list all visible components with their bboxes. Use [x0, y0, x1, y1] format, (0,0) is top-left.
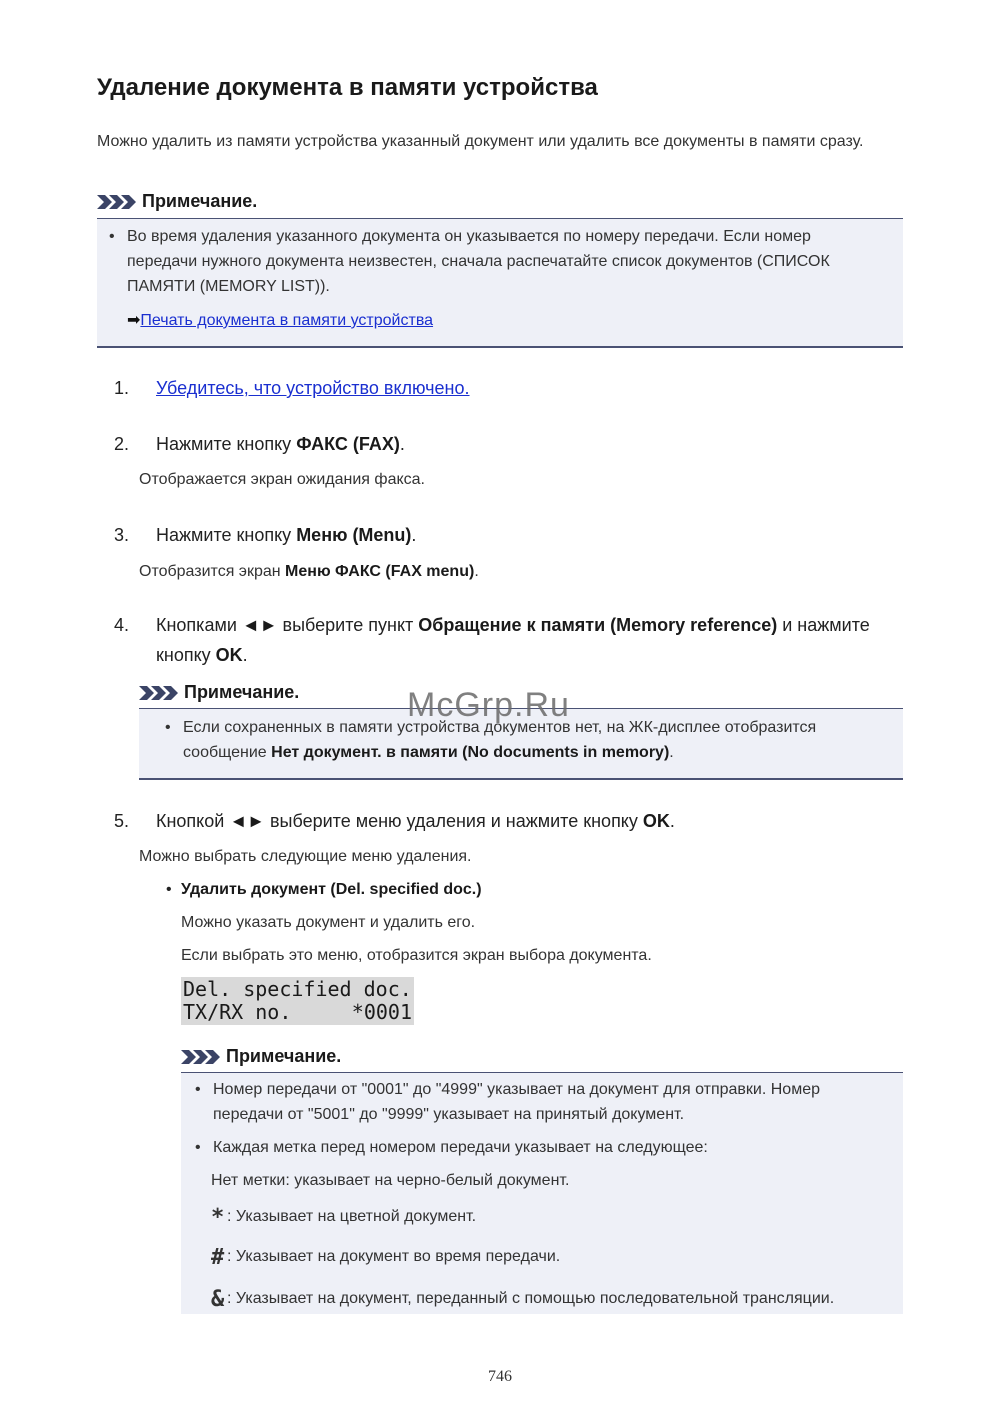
bullet-icon: •	[109, 228, 115, 245]
memory-reference-item: Обращение к памяти (Memory reference)	[418, 615, 778, 635]
fax-menu-screen-name: Меню ФАКС (FAX menu)	[285, 563, 475, 580]
menu-button-name: Меню (Menu)	[296, 525, 412, 545]
lcd-line-1: Del. specified doc.	[183, 977, 412, 1001]
note-2-text-post: .	[669, 744, 674, 761]
note-2-text-pre: Если сохраненных в памяти устройства документов нет, на ЖК-дисплее отобразится сообщение	[183, 719, 817, 761]
left-right-arrow-icon: ◄►	[229, 811, 265, 831]
note-label: Примечание.	[226, 1046, 342, 1066]
lcd-value: *0001	[351, 1000, 412, 1024]
note-heading-1	[97, 191, 257, 212]
option-line-2: Если выбрать это меню, отобразится экран выбора документа.	[181, 947, 652, 964]
note-box-3	[181, 1072, 903, 1314]
page-title: Удаление документа в памяти устройства	[97, 74, 598, 101]
step-text-post: .	[411, 525, 417, 545]
step-text-pre: Кнопками	[156, 615, 242, 635]
step-text-pre: Нажмите кнопку	[156, 434, 297, 454]
no-mark-line: Нет метки: указывает на черно-белый документ.	[211, 1172, 570, 1189]
bullet-icon: •	[166, 881, 172, 898]
mark-sending-text: : Указывает на документ во время передачи.	[227, 1248, 561, 1265]
asterisk-icon: *	[211, 1204, 225, 1230]
ok-button-name: OK	[642, 811, 670, 831]
note-1-text: Во время удаления указанного документа он указывается по номеру передачи. Если номер передачи нужного документа неизвестен, сначала распечатайте список документов (СПИСОК ПАМЯТИ (MEMORY LIST)).	[127, 228, 830, 295]
lcd-screen	[181, 977, 414, 1025]
ensure-power-on-link[interactable]: Убедитесь, что устройство включено.	[156, 378, 470, 398]
step-number: 5.	[114, 811, 130, 831]
lcd-label: TX/RX no.	[183, 1000, 292, 1024]
step-text	[156, 520, 416, 550]
print-memory-document-link[interactable]: Печать документа в памяти устройства	[140, 312, 434, 329]
step-5	[114, 806, 675, 836]
note-1-bullet	[109, 224, 879, 299]
option-line-1: Можно указать документ и удалить его.	[181, 914, 476, 931]
watermark: McGrp.Ru	[407, 686, 570, 724]
page-number: 746	[488, 1368, 512, 1385]
note-arrows-icon	[181, 1049, 221, 1065]
left-right-arrow-icon: ◄►	[241, 615, 278, 635]
note-label: Примечание.	[184, 682, 300, 702]
option-delete-specified	[166, 878, 482, 902]
mark-broadcast-text: : Указывает на документ, переданный с помощью последовательной трансляции.	[227, 1290, 835, 1307]
note-3-bullet-1	[195, 1077, 885, 1127]
note-arrows-icon	[97, 194, 137, 210]
no-documents-message: Нет документ. в памяти (No documents in memory)	[271, 744, 670, 761]
step-text	[156, 610, 904, 670]
step-text-pre: Кнопкой	[156, 811, 230, 831]
bullet-icon: •	[195, 1139, 201, 1156]
step-text-post: .	[399, 434, 405, 454]
mark-broadcast	[211, 1283, 834, 1315]
step-3	[114, 520, 416, 550]
bullet-icon: •	[195, 1081, 201, 1098]
step-3-result	[139, 560, 479, 584]
step-text-post: .	[669, 811, 675, 831]
note-1-link-row	[127, 308, 433, 333]
note-box-1	[97, 218, 903, 348]
lcd-line-2	[183, 1001, 414, 1024]
step-2-result: Отображается экран ожидания факса.	[139, 471, 425, 488]
note-arrows-icon	[139, 685, 179, 701]
fax-button-name: ФАКС (FAX)	[296, 434, 400, 454]
intro-paragraph: Можно удалить из памяти устройства указанный документ или удалить все документы в памяти сразу.	[97, 133, 864, 150]
step-number: 1.	[114, 378, 130, 398]
mark-sending	[211, 1241, 560, 1273]
option-title: Удалить документ (Del. specified doc.)	[181, 881, 482, 898]
ok-button-name: OK	[215, 645, 243, 665]
step-text-mid: выберите меню удаления и нажмите кнопку	[264, 811, 643, 831]
bullet-icon: •	[165, 719, 171, 736]
ampersand-icon: &	[211, 1286, 225, 1312]
step-4	[114, 610, 904, 670]
step-text-mid2: и нажмите кнопку	[156, 615, 870, 665]
step-3-result-pre: Отобразится экран	[139, 563, 286, 580]
step-text-pre: Нажмите кнопку	[156, 525, 297, 545]
step-3-result-post: .	[474, 563, 479, 580]
step-text-post: .	[242, 645, 248, 665]
mark-color-text: : Указывает на цветной документ.	[227, 1208, 477, 1225]
step-2	[114, 429, 405, 459]
step-text-mid: выберите пункт	[277, 615, 419, 635]
note-heading-3	[181, 1046, 341, 1067]
step-number: 4.	[114, 615, 130, 635]
note-heading-2	[139, 682, 299, 703]
mark-color	[211, 1201, 476, 1233]
note-3-bullet-2	[195, 1135, 885, 1160]
hash-icon: #	[211, 1244, 225, 1270]
step-text	[156, 806, 675, 836]
note-3-text-1: Номер передачи от "0001" до "4999" указывает на документ для отправки. Номер передачи от "5001" до "9999" указывает на принятый документ.	[213, 1081, 820, 1123]
note-label: Примечание.	[142, 191, 258, 211]
step-5-result: Можно выбрать следующие меню удаления.	[139, 848, 472, 865]
step-number: 3.	[114, 525, 130, 545]
note-3-text-2: Каждая метка перед номером передачи указывает на следующее:	[213, 1139, 708, 1156]
step-text	[156, 429, 405, 459]
step-number: 2.	[114, 434, 130, 454]
step-1	[114, 373, 470, 403]
arrow-right-icon: ➡	[127, 312, 141, 329]
